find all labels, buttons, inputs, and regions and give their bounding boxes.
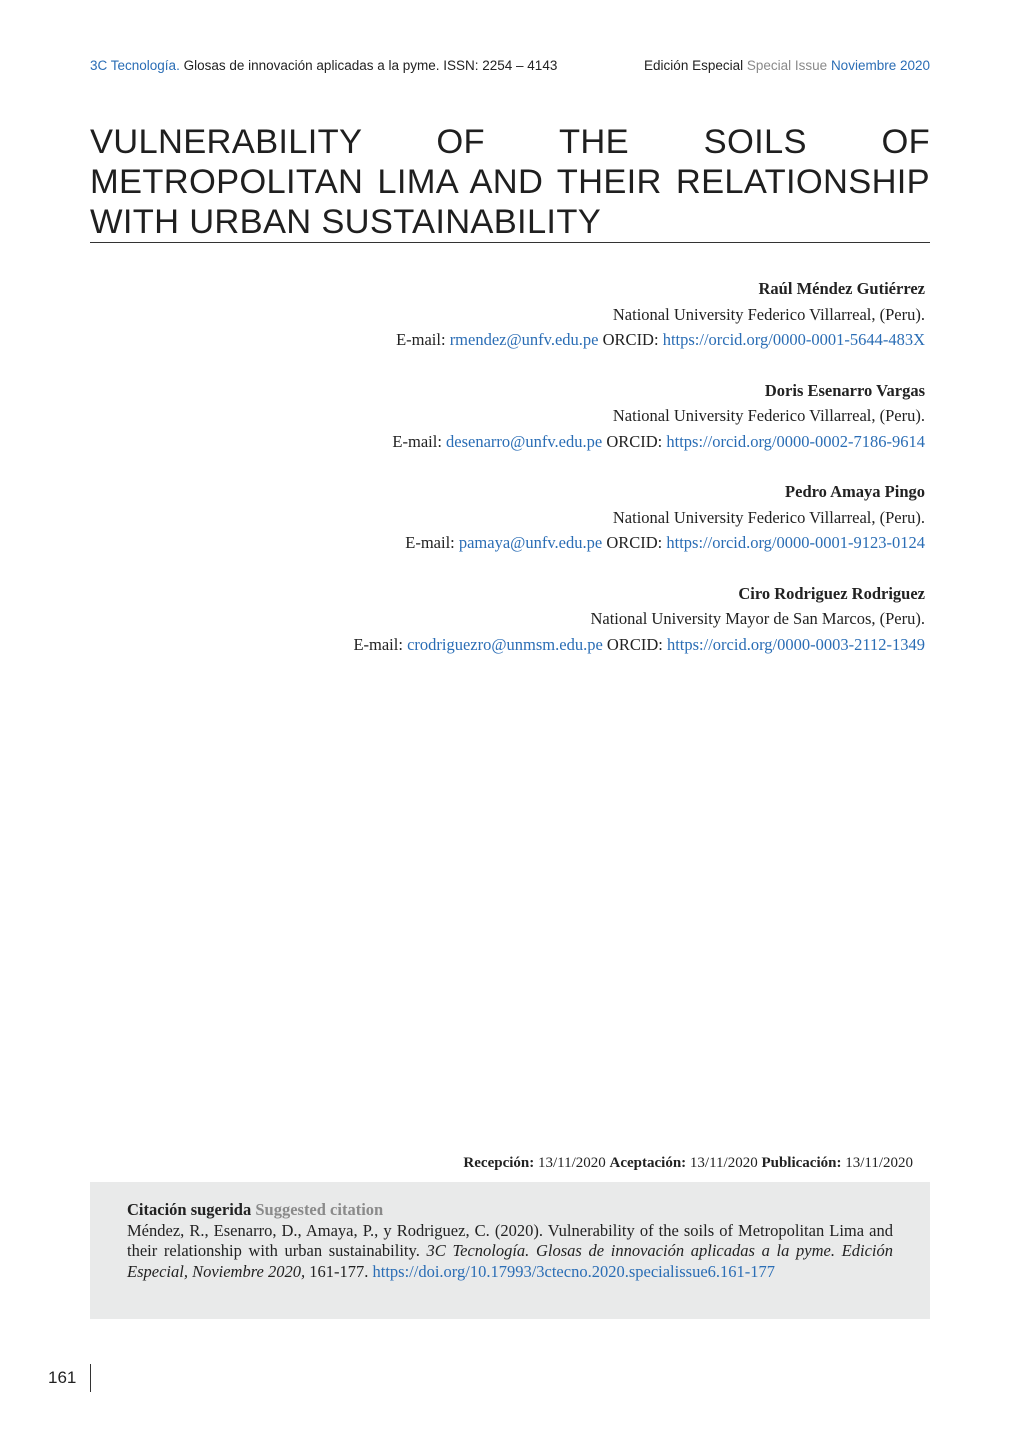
author-orcid-link[interactable]: https://orcid.org/0000-0002-7186-9614 (666, 431, 925, 451)
acceptance-label: Aceptación: (609, 1155, 687, 1171)
citation-reference: Méndez, R., Esenarro, D., Amaya, P., y Rodriguez, C. (2020). Vulnerability of the soils of Metropolitan Lima and their relationship with urban sustainability. (127, 1220, 893, 1260)
citation-journal: 3C Tecnología. Glosas de innovación aplicadas a la pyme. Edición Especial, Noviembre 2020, (127, 1241, 893, 1281)
author-orcid-link[interactable]: https://orcid.org/0000-0001-5644-483X (662, 330, 925, 349)
title-divider (90, 242, 930, 243)
email-label: E-mail: (396, 330, 446, 349)
author-email-link[interactable]: pamaya@unfv.edu.pe (458, 533, 603, 552)
author-affiliation: National University Mayor de San Marcos, (Peru). (590, 609, 925, 628)
citation-box (90, 1182, 930, 1319)
author-contact (90, 429, 925, 455)
author-affiliation: National University Federico Villarreal, (Peru). (612, 507, 925, 527)
email-label: E-mail: (405, 533, 455, 552)
author-contact (90, 632, 925, 658)
citation-heading (127, 1200, 893, 1221)
journal-name: 3C Tecnología. (90, 58, 180, 73)
journal-info (90, 58, 557, 73)
author-block (90, 378, 925, 455)
orcid-label: ORCID: (606, 533, 663, 552)
orcid-label: ORCID: (606, 634, 663, 654)
publication-dates (90, 1155, 913, 1172)
author-orcid-link[interactable]: https://orcid.org/0000-0001-9123-0124 (666, 533, 925, 552)
special-issue-label: Special Issue (746, 58, 828, 73)
author-email-link[interactable]: rmendez@unfv.edu.pe (449, 330, 599, 349)
citation-doi-link[interactable]: https://doi.org/10.17993/3ctecno.2020.specialissue6.161-177 (372, 1261, 776, 1281)
author-name: Pedro Amaya Pingo (785, 482, 925, 501)
citation-heading-en: Suggested citation (255, 1200, 384, 1219)
issue-date: Noviembre 2020 (830, 58, 930, 73)
author-email-link[interactable]: desenarro@unfv.edu.pe (446, 431, 603, 451)
running-header (90, 58, 930, 73)
citation-heading-es: Citación sugerida (127, 1200, 252, 1219)
publication-label: Publicación: (761, 1155, 842, 1171)
author-orcid-link[interactable]: https://orcid.org/0000-0003-2112-1349 (666, 634, 925, 654)
author-contact (90, 327, 925, 353)
edition-info (644, 58, 930, 73)
article-title: VULNERABILITY OF THE SOILS OF METROPOLITAN LIMA AND THEIR RELATIONSHIP WITH URBAN SUSTAINABILITY (90, 123, 930, 241)
author-block (90, 276, 925, 353)
reception-date: 13/11/2020 (537, 1155, 606, 1171)
email-label: E-mail: (353, 634, 403, 654)
acceptance-date: 13/11/2020 (689, 1155, 758, 1171)
citation-text (127, 1221, 893, 1283)
page-number-divider (90, 1364, 91, 1392)
author-name: Ciro Rodriguez Rodriguez (738, 583, 925, 603)
orcid-label: ORCID: (602, 330, 659, 349)
edition-label: Edición Especial (644, 58, 744, 73)
reception-label: Recepción: (463, 1155, 535, 1171)
author-list (90, 276, 925, 682)
author-name: Raúl Méndez Gutiérrez (758, 279, 925, 298)
publication-date: 13/11/2020 (845, 1155, 913, 1171)
author-contact (90, 530, 925, 556)
author-block (90, 479, 925, 556)
email-label: E-mail: (392, 431, 442, 451)
author-email-link[interactable]: crodriguezro@unmsm.edu.pe (407, 634, 603, 654)
journal-subtitle: Glosas de innovación aplicadas a la pyme. ISSN: 2254 – 4143 (183, 58, 558, 73)
page-number: 161 (48, 1368, 77, 1387)
author-affiliation: National University Federico Villarreal, (Peru). (612, 304, 925, 324)
orcid-label: ORCID: (606, 431, 663, 451)
author-name: Doris Esenarro Vargas (764, 380, 925, 400)
citation-content (127, 1200, 893, 1282)
citation-pages: 161-177. (309, 1261, 369, 1281)
author-block (90, 581, 925, 658)
author-affiliation: National University Federico Villarreal, (Peru). (612, 406, 925, 425)
